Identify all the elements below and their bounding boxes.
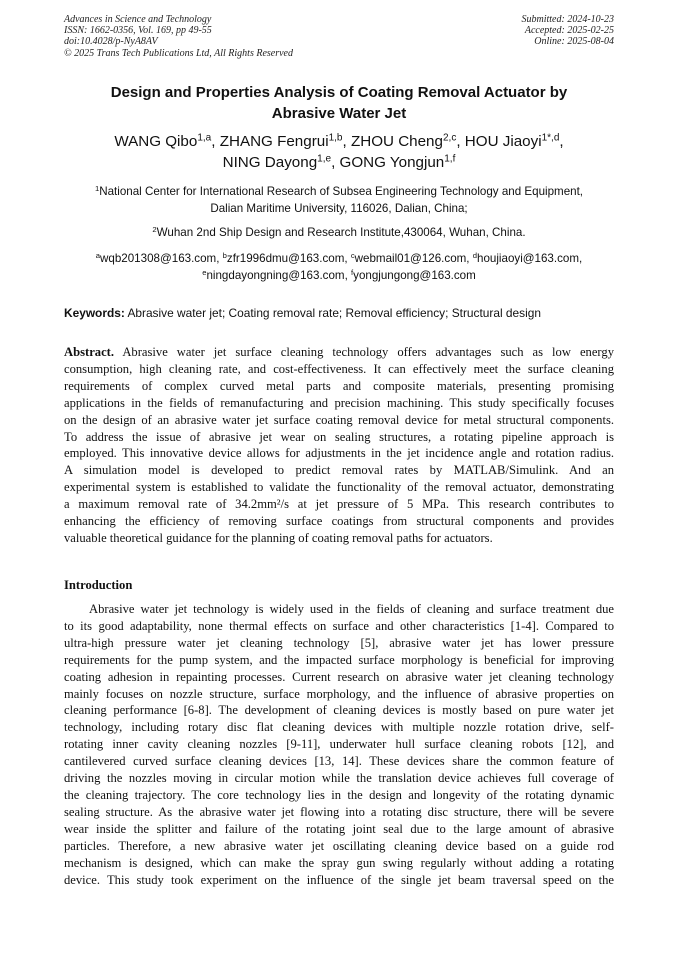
- author-affiliation-mark: 2,c: [442, 132, 457, 144]
- abstract-line: a maximum removal rate of 34.2mm²/s at jet pressure of 5 MPa. This research contributes to: [64, 497, 614, 512]
- submitted-date: Submitted: 2024-10-23: [521, 14, 614, 25]
- abstract: [64, 344, 614, 547]
- intro-line: particles. Therefore, a new abrasive water jet oscillating cleaning device based on a guide rod: [64, 838, 614, 853]
- journal-name: Advances in Science and Technology: [64, 14, 212, 25]
- dates-info: [522, 14, 615, 48]
- email-mark: e: [202, 267, 207, 277]
- intro-line: to its good adaptability, none thermal effects on surface and other characteristics [1-4]. Compared to: [64, 618, 614, 633]
- journal-info: [64, 14, 293, 59]
- online-date: Online: 2025-08-04: [534, 36, 614, 48]
- intro-line: requirements for the pump system, and the impacted surface morphology is beneficial for improving: [64, 652, 614, 667]
- intro-line: mechanism is designed, which can make the spray gun swing regularly without adding a rotating: [64, 855, 614, 870]
- author-affiliation-mark: 1,a: [197, 132, 212, 144]
- abstract-label: Abstract.: [64, 345, 115, 359]
- email-mark: b: [222, 250, 227, 260]
- affiliation-text: Wuhan 2nd Ship Design and Research Institute,430064, Wuhan, China.: [156, 226, 526, 239]
- affiliation-2: [40, 224, 638, 241]
- intro-line: the cleaning trajectory. The core technology lies in the design and longevity of the rotating dynamic: [64, 787, 614, 802]
- abstract-line: experimental system is established to validate the functionality of the removal actuator, demonstrating: [64, 480, 614, 495]
- affiliation-mark: 2: [152, 224, 157, 234]
- abstract-line: applications in the fields of remanufacturing and precision machining. This study specifically focuses: [64, 395, 614, 410]
- intro-line: cantilevered curved surface cleaning devices [13, 14]. These devices share the common feature of: [64, 754, 614, 769]
- author-affiliation-mark: 1,f: [444, 153, 456, 165]
- author-affiliation-mark: 1,e: [317, 153, 332, 165]
- author-emails: [40, 250, 638, 284]
- intro-line: sealing structure. As the abrasive water jet flowing into a rotating disc structure, there will be severe: [64, 804, 614, 819]
- keywords: [64, 305, 541, 321]
- intro-line: driving the nozzles moving in circular motion while the translation device achieves full coverage of: [64, 771, 614, 786]
- abstract-text: Abrasive water jet surface cleaning technology offers advantages such as low energy: [114, 345, 614, 359]
- intro-line: mainly focuses on nozzle structure, surface morphology, and the influence of abrasive properties on: [64, 686, 614, 701]
- journal-doi: doi:10.4028/p-NyA8AV: [64, 36, 158, 48]
- keywords-label: Keywords:: [64, 306, 125, 320]
- email-address: yongjungong@163.com: [353, 269, 476, 282]
- author-name: , ZHOU Cheng: [342, 133, 443, 150]
- email-address: ningdayongning@163.com,: [206, 269, 352, 282]
- journal-issn: ISSN: 1662-0356, Vol. 169, pp 49-55: [64, 25, 212, 37]
- email-line: [40, 250, 638, 267]
- title-line: Abrasive Water Jet: [271, 105, 407, 122]
- author-line: [40, 131, 638, 152]
- author-name: , GONG Yongjun: [331, 154, 445, 171]
- abstract-line: To address the issue of abrasive jet wear on sealing structures, a rotating pipeline approach is: [64, 429, 614, 444]
- affiliation-1: [40, 183, 638, 217]
- affiliation-line: Dalian Maritime University, 116026, Dalian, China;: [210, 202, 468, 215]
- affiliation-line: [40, 224, 638, 241]
- intro-line: cleaning performance [6-8]. The development of cleaning devices is mostly based on pure water jet: [64, 703, 614, 718]
- author-list: [40, 131, 638, 173]
- author-separator: ,: [559, 133, 564, 150]
- introduction-paragraph: [64, 601, 614, 888]
- author-line: [40, 152, 638, 173]
- abstract-line: enhancing the efficiency of removing surface coatings from structural components and provides: [64, 514, 614, 529]
- title-line: Design and Properties Analysis of Coating Removal Actuator by: [110, 84, 568, 101]
- copyright: © 2025 Trans Tech Publications Ltd, All Rights Reserved: [64, 47, 293, 59]
- accepted-date: Accepted: 2025-02-25: [524, 25, 614, 37]
- intro-line: rotating inner cavity cleaning nozzles [9-11], underwater hull surface cleaning robots [12], and: [64, 737, 614, 752]
- author-name: WANG Qibo: [114, 133, 198, 150]
- abstract-line: A simulation model is developed to predict removal rates by MATLAB/Simulink. And an: [64, 463, 614, 478]
- email-mark: c: [350, 250, 355, 260]
- author-name: , HOU Jiaoyi: [456, 133, 542, 150]
- intro-line: coating adhesion in repainting processes. Current research on abrasive water jet cleaning technology: [64, 669, 614, 684]
- affiliation-text: National Center for International Research of Subsea Engineering Technology and Equipment,: [99, 185, 584, 198]
- email-address: wqb201308@163.com,: [100, 252, 223, 265]
- abstract-line: [64, 344, 614, 361]
- email-address: houjiaoyi@163.com,: [477, 252, 583, 265]
- section-heading-introduction: Introduction: [64, 578, 133, 592]
- email-mark: a: [95, 250, 101, 260]
- intro-line: technology, including rotary disc flat cleaning devices with multiple nozzle rotation drive, self-: [64, 720, 614, 735]
- intro-line: Abrasive water jet technology is widely used in the fields of cleaning and surface treatment due: [89, 602, 614, 616]
- abstract-line: requirements of complex curved metal parts and composite materials, presenting promising: [64, 378, 614, 393]
- email-mark: f: [351, 267, 354, 277]
- abstract-line: employed. This innovative device allows for adjustments in the jet incidence angle and rotation radius.: [64, 446, 614, 461]
- email-mark: d: [472, 250, 477, 260]
- abstract-line: valuable theoretical guidance for the planning of coating removal paths for actuators.: [64, 530, 493, 545]
- email-address: zfr1996dmu@163.com,: [226, 252, 351, 265]
- intro-line: device. This study took experiment on the influence of the single jet beam traversal speed on the: [64, 872, 614, 887]
- intro-line: wear inside the splitter and failure of the rotating joint seal due to the large amount of abrasive: [64, 821, 614, 836]
- intro-line: ultra-high pressure water jet cleaning technology [5], abrasive water jet has lower pressure: [64, 635, 614, 650]
- email-line: [40, 267, 638, 284]
- affiliation-line: [40, 183, 638, 200]
- abstract-line: on the design of an abrasive water jet surface coating removal device for metal structural components.: [64, 412, 614, 427]
- email-address: webmail01@126.com,: [354, 252, 473, 265]
- abstract-line: consumption, high cleaning rate, and cost-effectiveness. It can effectively meet the surface cleaning: [64, 361, 614, 376]
- keywords-text: Abrasive water jet; Coating removal rate; Removal efficiency; Structural design: [124, 306, 541, 320]
- paper-title: [40, 82, 638, 124]
- author-affiliation-mark: 1,b: [328, 132, 343, 144]
- author-name: , ZHANG Fengrui: [211, 133, 329, 150]
- author-name: NING Dayong: [222, 154, 318, 171]
- author-affiliation-mark: 1*,d: [541, 132, 560, 144]
- affiliation-mark: 1: [94, 183, 100, 193]
